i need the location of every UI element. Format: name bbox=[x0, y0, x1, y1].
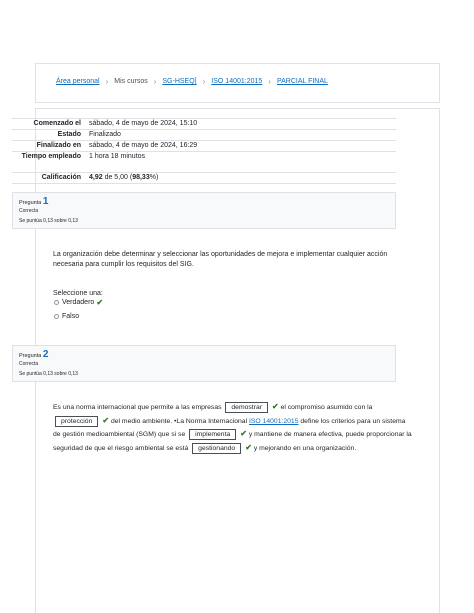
summary-row-finished bbox=[12, 140, 396, 151]
question-state: Correcta bbox=[19, 208, 39, 214]
summary-value: 1 hora 18 minutos bbox=[89, 153, 146, 160]
cloze-text: el compromiso asumido con la bbox=[280, 404, 373, 411]
breadcrumb-section-link[interactable]: ISO 14001:2015 bbox=[211, 78, 263, 85]
answer-blank-3[interactable]: implementa bbox=[189, 429, 236, 440]
question-number: Pregunta 2 bbox=[19, 349, 49, 360]
cloze-text: Es una norma internacional que permite a las empresas bbox=[53, 404, 222, 411]
question-1-info bbox=[12, 192, 396, 229]
summary-row-state bbox=[12, 129, 396, 140]
summary-value: Finalizado bbox=[89, 131, 121, 138]
check-icon: ✔ bbox=[96, 298, 104, 307]
question-1-prompt: Seleccione una: bbox=[53, 290, 103, 297]
breadcrumb-card bbox=[35, 63, 440, 103]
breadcrumb-area-personal-link[interactable]: Área personal bbox=[56, 78, 100, 85]
cloze-text: define los criterios para un sistema de gestión medioambiental (SGM) que si se bbox=[53, 417, 406, 438]
cloze-text: y mantiene de manera efectiva, puede proporcionar la seguridad de que el riesgo ambiental se está bbox=[53, 431, 412, 452]
iso-14001-link[interactable]: ISO 14001:2015 bbox=[248, 417, 299, 425]
summary-label: Finalizado en bbox=[36, 142, 81, 149]
cloze-text: del medio ambiente. •La Norma Internacional bbox=[110, 417, 248, 425]
radio-button[interactable] bbox=[54, 300, 59, 305]
answer-blank-1[interactable]: demostrar bbox=[225, 402, 268, 413]
question-1-text: La organización debe determinar y seleccionar las oportunidades de mejora e implementar cualquier acción necesaria para cumplir los requisitos del SIG. bbox=[53, 251, 388, 268]
radio-button[interactable] bbox=[54, 314, 59, 319]
answer-blank-2[interactable]: protección bbox=[55, 416, 98, 427]
question-number: Pregunta 1 bbox=[19, 196, 49, 207]
chevron-right-icon: › bbox=[202, 77, 206, 86]
answer-blank-4[interactable]: gestionando bbox=[192, 443, 241, 454]
breadcrumb-course-link[interactable]: SG-HSEQ] bbox=[162, 78, 197, 85]
summary-label: Estado bbox=[57, 131, 81, 138]
summary-row-started bbox=[12, 118, 396, 129]
chevron-right-icon: › bbox=[105, 77, 109, 86]
summary-row-time bbox=[12, 151, 396, 172]
question-2-text bbox=[53, 401, 413, 455]
chevron-right-icon: › bbox=[268, 77, 271, 86]
check-icon: ✔ bbox=[245, 442, 252, 452]
question-grade: Se puntúa 0,13 sobre 0,13 bbox=[19, 218, 78, 224]
summary-value: sábado, 4 de mayo de 2024, 16:29 bbox=[89, 142, 198, 149]
check-icon: ✔ bbox=[240, 429, 247, 438]
question-state: Correcta bbox=[19, 361, 39, 367]
grade-max: de 5,00 ( bbox=[102, 174, 133, 181]
question-grade: Se puntúa 0,13 sobre 0,13 bbox=[19, 371, 78, 377]
check-icon: ✔ bbox=[102, 415, 110, 425]
question-2-info bbox=[12, 345, 396, 382]
grade-percent: 98,33 bbox=[132, 174, 150, 181]
summary-label: Tiempo empleado bbox=[21, 153, 81, 160]
summary-label: Comenzado el bbox=[33, 120, 81, 127]
option-label: Verdadero bbox=[62, 299, 95, 306]
option-label: Falso bbox=[62, 313, 80, 320]
summary-value bbox=[84, 173, 158, 183]
summary-label: Calificación bbox=[41, 174, 81, 181]
chevron-right-icon: › bbox=[153, 77, 157, 86]
breadcrumb-quiz-link[interactable]: PARCIAL FINAL bbox=[276, 78, 328, 85]
grade-percent-suffix: %) bbox=[149, 174, 159, 181]
breadcrumb-mis-cursos[interactable]: Mis cursos bbox=[114, 78, 148, 85]
cloze-text: y mejorando en una organización. bbox=[253, 444, 357, 452]
option-falso[interactable] bbox=[54, 313, 79, 320]
breadcrumb bbox=[56, 77, 328, 86]
check-icon: ✔ bbox=[272, 402, 279, 411]
summary-value: sábado, 4 de mayo de 2024, 15:10 bbox=[89, 120, 198, 127]
grade-score: 4,92 bbox=[89, 174, 103, 181]
summary-row-grade bbox=[12, 172, 396, 184]
option-verdadero[interactable] bbox=[54, 298, 103, 307]
